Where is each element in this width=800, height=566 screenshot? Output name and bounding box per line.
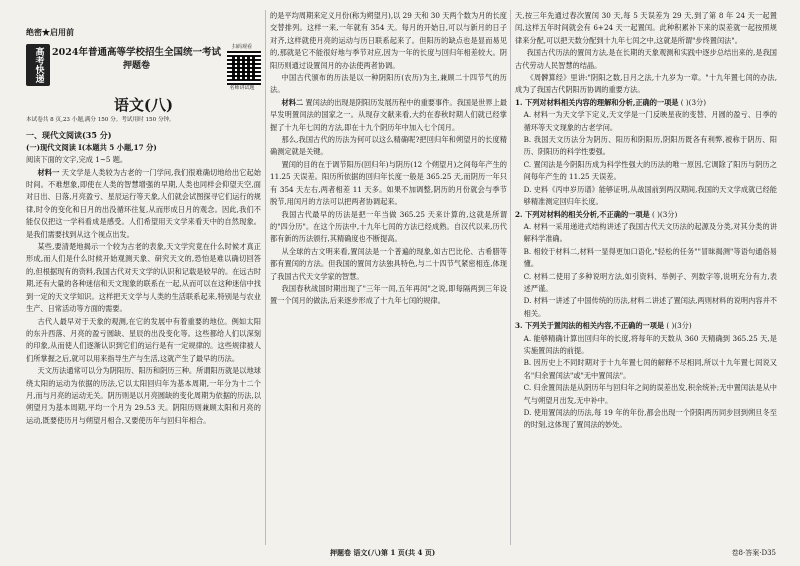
column-divider (510, 10, 511, 545)
qr-code-icon (227, 51, 261, 85)
exam-title: 2024年普通高等学校招生全国统一考试 (52, 47, 221, 59)
paragraph: 中国古代颁布的历法是以一种阴阳历(农历)为主,兼顾二十四节气的历法。 (270, 73, 507, 95)
option-b: B. 因历史上不同时期对于十九年置七闰的解释不尽相同,所以十九年置七闰说又名"归余置闰法"或"无中置闰法"。 (523, 358, 777, 380)
exam-header (26, 44, 261, 92)
option-b: B. 相较于材料二,材料一显得更加口语化,"轻松的任务""冒昧揭测"等语句通俗易懂。 (523, 246, 777, 269)
paragraph: 天,按三年先通过春次置闰 30 天,每 5 天误差为 29 天,到了第 8 年 24 天一起置闰,这样五年时间就会有 6+24 天一起置闰。此种积累补下来的误差就一起按照规律来分配,可以把天数分配到十九年七闰之中,这就是所谓"步终置闰法"。 (515, 11, 777, 45)
logo-text: 高考快递 (33, 47, 44, 84)
column-left (26, 10, 261, 427)
paragraph: 置闰的目的在于调节阳历(回归年)与阴历(12 个朔望月)之间每年产生的 11.25 天误差。阳历所依据的回归年长度一般是 365.25 天,而阴历一年只有 354 天左右,两者相差 11 天多。如果不加调整,阴历的月份就会与季节脱节,用闰月的方法可以把两者协调起来。 (270, 159, 507, 207)
question-stem: 1. 下列对材料相关内容的理解和分析,正确的一项是 (515, 97, 679, 107)
paragraph: 我国古代最早的历法是把一年当做 365.25 天来计算的,这就是所谓的"四分历"。在这个历法中,十九年七闰的方法已经成熟。自汉代以来,历代都有新的历法颁行,其精确度也不断提高。 (270, 209, 507, 244)
paragraph: 我国古代历法的置闰方法,是在长期的天象观测和实践中逐步总结出来的,是我国古代劳动人民智慧的结晶。 (515, 48, 777, 70)
exam-type: 押题卷 (122, 61, 150, 72)
question-stem: 3. 下列关于置闰法的相关内容,不正确的一项是 (515, 321, 665, 331)
question-score: ( )(3分) (666, 321, 692, 331)
column-right (515, 10, 777, 432)
option-a: A. 材料一为天文学下定义,天文学是一门反映星夜的变替、月圆的盈亏、日季的循环等天文现象的古老学问。 (523, 110, 777, 132)
brand-logo (26, 44, 50, 86)
option-c: C. 归余置闰法是从阴历年与回归年之间的误差出发,积余统补;无中置闰法是从中气与朔望月出发,无中补中。 (523, 383, 777, 405)
option-d: D. 使用置闰法的历法,每 19 年的年份,都会出现一个阴阳两历同步回到朔旦冬至的时刻,这体现了置闰法的妙处。 (523, 408, 777, 430)
question-1 (515, 97, 777, 109)
paragraph: 古代人最早对于天象的观测,在它的发展中有着重要的地位。例如太阳的东升西落、月亮的盈亏圆缺、星辰的出没变化等。这些都给人们以深刻的印象,从而使人们逐渐认识到它们的运行是有一定规律的。这些规律被人们所掌握之后,就可以用来指导生产与生活,这就产生了最早的历法。 (26, 316, 261, 363)
paragraph: 《周髀算经》里讲:"阴阳之数,日月之法,十九岁为一章。"十九年置七闰的办法,成为了我国古代阴阳历协调的重要方法。 (515, 73, 777, 95)
option-d: D. 材料一讲述了中国传统的历法,材料二讲述了置闰法,两则材料的说明内容并不相关。 (523, 296, 777, 318)
subject-title: 语文(八) (113, 96, 174, 115)
option-a: A. 材料一采用递进式结构讲述了我国古代天文历法的起源及分类,对其分类的讲解科学准确。 (523, 221, 777, 244)
material-label: 材料一 (37, 167, 60, 177)
question-stem: 2. 下列对材料的相关分析,不正确的一项是 (515, 209, 650, 219)
subsection-heading: (一)现代文阅读 I(本题共 5 小题,17 分) (26, 142, 157, 152)
option-c: C. 置闰法是今阴阳历成为科学性强大的历法的唯一原因,它调除了阳历与阴历之间每年产生的 11.25 天误差。 (523, 159, 777, 182)
qr-top-text: 扫码观看 (231, 44, 252, 51)
column-middle (270, 10, 507, 308)
material-label: 材料二 (281, 97, 304, 107)
question-score: ( )(3分) (652, 209, 678, 219)
paragraph: 从全球的古文明来看,置闰法是一个普遍的现象,如古巴比伦、古希腊等都有置闰的方法。但我国的置闰方法独具特色,与二十四节气紧密相连,体现了我国古代天文学家的智慧。 (270, 246, 507, 281)
instruction: 阅读下面的文字,完成 1~5 题。 (26, 155, 128, 165)
qr-caption: 名师讲试题 (229, 85, 255, 92)
paragraph (26, 167, 261, 241)
column-divider (265, 10, 266, 545)
option-c: C. 材料二使用了多种说明方法,如引资料、举例子、列数字等,说明充分有力,表述严谨。 (523, 271, 777, 293)
exam-meta: 本试卷共 8 页,23 小题,满分 150 分。考试用时 150 分钟。 (26, 117, 175, 124)
question-3 (515, 320, 777, 332)
paragraph-text: 置闰法的出现是阴阳历发展历程中的重要事件。我国是世界上最早发明置闰法的国家之一。从现存文献来看,大约在春秋时期人们就已经掌握了十九年七闰的方法,即在十九个阴历年中加入七个闰月。 (270, 97, 507, 132)
qr-block (223, 44, 261, 92)
footer-page-number: 押题卷 语文(八)第 1 页(共 4 页) (330, 548, 436, 557)
paragraph: 天文历法通常可以分为阴阳历、阳历和阴历三种。所谓阳历就是以地球绕太阳的运动为依据的历法,它以太阳回归年为基本周期,一年分为十二个月,而与月亮的运动无关。阴历则是以月亮圆缺的变化周期为依据的历法,以朔望月为基本周期,平均一个月为 29.53 天。阴阳历则兼顾太阳和月亮的运动,既要使历月与朔望月相合,又要使历年与回归年相合。 (26, 366, 261, 425)
option-a: A. 能够精确计算出回归年的长度,将每年的天数从 360 天精确到 365.25 天,是实施置闰法的前提。 (523, 333, 777, 355)
question-2 (515, 209, 777, 221)
exam-titles (50, 44, 223, 73)
paragraph-text: 天文学是人类较为古老的一门学问,我们很难确切地给出它起始时间。不难想象,即使在人类的智慧增强的早期,人类也同样会仰望天空,面对日出、日落,月亮盈亏、星辰运行等天象,人们就会试图探寻它们运行的规律,时令的变化和日月的出没循环往复,从而形成日月的观念。因此,我们不能仅仅把这一学科看成是感受。人们希望用天文学来看天中的自然现象。是我们需要找到从这个视点出发。 (26, 167, 261, 239)
section-heading: 一、现代文阅读(35 分) (26, 130, 112, 141)
option-d: D. 史料《丙申岁历谱》能够证明,从战国前到两汉期间,我国的天文学成就已经能够精准测定回归年长度。 (523, 184, 777, 207)
option-b: B. 我国天文历法分为阴历、阳历和阴阳历,阴阳历既各有利弊,被称于阴历、阳历、阴阳历的科学性要强。 (523, 135, 777, 157)
paragraph: 的是平均周期来定义月份(称为朔望月),以 29 天和 30 天两个数为月的长度交替排列。这样一来,一年就有 354 天。每月的开始日,可以与新月的日子对齐,这样就使月亮的运动与历日联系起来了。但阳历的缺点也是显而易见的,那就是它不能很好地与季节对应,因为一年的长度与回归年相差较大。阴阳历则通过设置闰月的办法使两者协调。 (270, 11, 507, 70)
paragraph: 那么,我国古代的历法为何可以这么精确呢?把回归年和朔望月的长度精确测定就是关键。 (270, 135, 507, 157)
secret-label: 绝密★启用前 (26, 27, 74, 37)
paragraph: 我国春秋战国时期出现了"三年一闰,五年再闰"之说,即每隔两到三年设置一个闰月的做法,后来逐步形成了十九年七闰的规律。 (270, 283, 507, 306)
paragraph (270, 97, 507, 134)
question-score: ( )(3分) (680, 97, 707, 107)
paragraph: 某些,要清楚地揭示一个较为古老的表象,天文学究竟在什么时候才真正形成,而人们是什么时候开始观测天象、研究天文的,恐怕是难以确切回答的,但根据现有的资料,我国古代对天文学的认识和记载是较早的。在远古时期,还有大量的各种迷信和天文现象的联系在一起,从而可以在这种迷信中找到一定的天文学知识。这样把天文学与人类的生活联系起来,特别是与农业生产、日常活动等方面的需要。 (26, 242, 261, 314)
footer-code: 卷8·答案·D35 (731, 549, 776, 557)
